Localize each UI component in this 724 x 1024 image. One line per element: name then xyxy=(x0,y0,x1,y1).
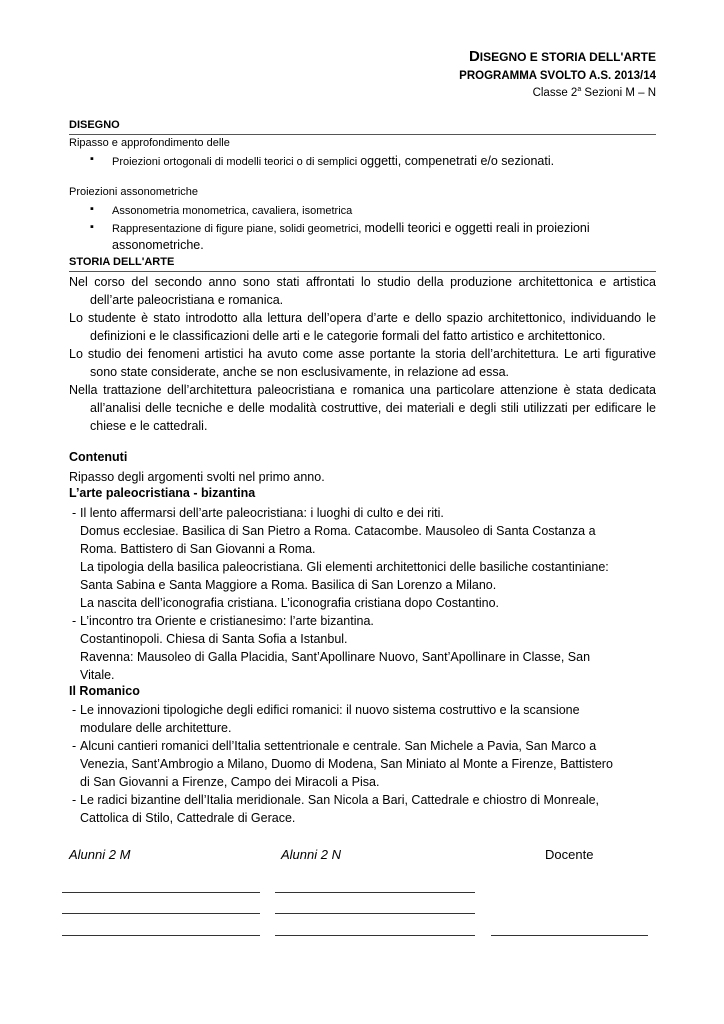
signature-line xyxy=(62,913,260,914)
section-heading-paleocristiana: L’arte paleocristiana - bizantina xyxy=(69,486,256,500)
bullet-icon: ▪ xyxy=(90,203,94,215)
bullet-text: Rappresentazione di figure piane, solidi geometrici, modelli teorici e oggetti reali in proiezioni assonometriche. xyxy=(112,221,590,252)
signature-line xyxy=(275,913,475,914)
section-rule xyxy=(69,271,656,272)
list-item: - L’incontro tra Oriente e cristianesimo: l’arte bizantina. Costantinopoli. Chiesa di Santa Sofia a Istanbul. Ravenna: Mausoleo di Galla Placidia, Sant’Apollinare Nuovo, Sant’Apollinare in Classe, San Vitale. xyxy=(72,614,591,682)
list-romanico xyxy=(69,701,656,827)
disegno-intro: Ripasso e approfondimento delle xyxy=(69,137,230,149)
list-item: - Il lento affermarsi dell’arte paleocristiana: i luoghi di culto e dei riti. Domus ecclesiae. Basilica di San Pietro a Roma. Catacombe. Mausoleo di Santa Costanza a Roma. Battistero di San Giovanni a Roma. La tipologia della basilica paleocristiana. Gli elementi architettonici delle basiliche costantiniane: Santa Sabina e Santa Maggiore a Roma. Basilica di San Lorenzo a Milano. La nascita dell’iconografia cristiana. L’iconografia cristiana dopo Costantino. xyxy=(72,506,609,610)
bullet-text: Proiezioni ortogonali di modelli teorici o di semplici oggetti, compenetrati e/o sezionati. xyxy=(112,154,555,168)
signature-line xyxy=(275,935,475,936)
students-n-label: Alunni 2 N xyxy=(281,847,341,862)
disegno-subheading: Proiezioni assonometriche xyxy=(69,186,199,198)
section-heading-storia: STORIA DELL'ARTE xyxy=(69,256,175,268)
document-subtitle: PROGRAMMA SVOLTO A.S. 2013/14 xyxy=(459,70,656,82)
list-item: - Alcuni cantieri romanici dell’Italia settentrionale e centrale. San Michele a Pavia, San Marco a Venezia, Sant’Ambrogio a Milano, Duomo di Modena, San Miniato al Monte a Firenze, Battistero di San Giovanni a Firenze, Campo dei Miracoli a Pisa. xyxy=(72,739,613,789)
signature-line xyxy=(491,935,648,936)
section-heading-disegno: DISEGNO xyxy=(69,119,120,131)
document-title: DISEGNO E STORIA DELL'ARTE xyxy=(468,48,656,65)
list-item: - Le innovazioni tipologiche degli edifici romanici: il nuovo sistema costruttivo e la scansione modulare delle architetture. xyxy=(72,703,580,735)
teacher-label: Docente xyxy=(545,847,594,862)
section-heading-romanico: Il Romanico xyxy=(69,684,140,698)
storia-paragraph: Nel corso del secondo anno sono stati affrontati lo studio della produzione architettonica e artistica dell’arte paleocristiana e romanica. Lo studente è stato introdotto alla lettura dell’opera d’arte e dello spazio architettonico, individuando le definizioni e le classificazioni delle arti e le categorie formali del fatto artistico e architettonico. Lo studio dei fenomeni artistici ha avuto come asse portante la storia dell’architettura. Le arti figurative sono state considerate, anche se non esclusivamente, in relazione ad essa. Nella trattazione dell’architettura paleocristiana e romanica una particolare attenzione è stata dedicata all’analisi delle tecniche e delle modalità costruttive, dei materiali e degli stili utilizzati per edificare le chiese e le cattedrali. xyxy=(69,275,656,433)
bullet-text: Assonometria monometrica, cavaliera, isometrica xyxy=(112,205,353,217)
signature-line xyxy=(62,892,260,893)
contenuti-intro: Ripasso degli argomenti svolti nel primo anno. xyxy=(69,470,325,484)
signature-line xyxy=(62,935,260,936)
section-rule xyxy=(69,134,656,135)
list-item: - Le radici bizantine dell’Italia meridionale. San Nicola a Bari, Cattedrale e chiostro di Monreale, Cattolica di Stilo, Cattedrale di Gerace. xyxy=(72,793,600,825)
signature-line xyxy=(275,892,475,893)
class-info: Classe 2$^a$ Sezioni M – N xyxy=(532,86,656,99)
bullet-icon: ▪ xyxy=(90,153,94,165)
contenuti-heading: Contenuti xyxy=(69,450,128,464)
list-paleocristiana xyxy=(69,504,656,684)
students-m-label: Alunni 2 M xyxy=(69,847,131,862)
bullet-icon: ▪ xyxy=(90,221,94,233)
